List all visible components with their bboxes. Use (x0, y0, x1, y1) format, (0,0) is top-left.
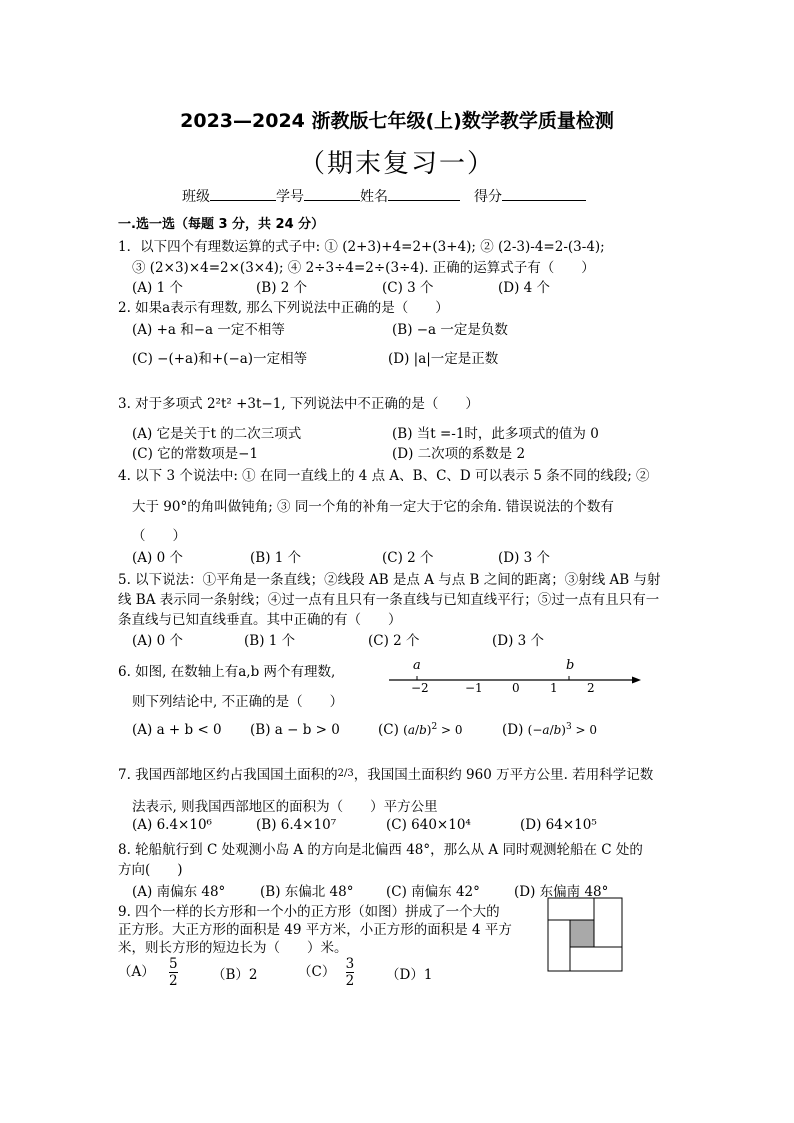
denominator: 2 (345, 973, 355, 989)
q3-option-d[interactable]: (D) 二次项的系数是 2 (392, 446, 526, 462)
score-blank[interactable] (502, 186, 586, 201)
q9-option-a[interactable] (118, 952, 178, 992)
id-label: 学号 (276, 189, 304, 205)
q1-option-a[interactable]: (A) 1 个 (132, 280, 183, 296)
q8-option-c[interactable]: (C) 南偏东 42° (386, 884, 480, 900)
tick-label: 2 (587, 681, 595, 695)
q7-option-c[interactable]: (C) 640×10⁴ (386, 817, 471, 833)
student-info (182, 186, 586, 206)
numerator: 3 (345, 956, 355, 972)
q6-option-c-expr: $(a/b)^2 > 0$ (403, 722, 463, 737)
q4-line2: 大于 90°的角叫做钝角; ③ 同一个角的补角一定大于它的余角. 错误说法的个数有 (132, 499, 614, 515)
section-heading: 一.选一选（每题 3 分，共 24 分） (118, 217, 325, 232)
denominator: 2 (169, 973, 178, 989)
q9-option-c[interactable] (298, 952, 354, 992)
q7-line2: 法表示, 则我国西部地区的面积为（ ）平方公里 (132, 799, 438, 815)
q5-line3: 条直线与已知直线垂直。其中正确的有（ ） (118, 612, 402, 628)
q2-stem: 2. 如果a表示有理数, 那么下列说法中正确的是（ ） (118, 300, 449, 316)
q6-option-a[interactable]: (A) a + b < 0 (132, 722, 222, 738)
q6-option-d-expr: $(-a/b)^3 > 0$ (527, 722, 598, 737)
q4-option-a[interactable]: (A) 0 个 (132, 550, 183, 566)
q7-option-a[interactable]: (A) 6.4×10⁶ (132, 817, 212, 833)
q3-option-c[interactable]: (C) 它的常数项是−1 (132, 446, 259, 462)
tick-label: 0 (512, 681, 520, 695)
square-puzzle-figure (546, 896, 626, 974)
q4-option-d[interactable]: (D) 3 个 (498, 550, 551, 566)
q1-line2: ③ (2×3)×4=2×(3×4); ④ 2÷3÷4=2÷(3÷4). 正确的运算式子有（ ） (132, 260, 595, 276)
q7-fraction: 2/3 (337, 768, 354, 779)
q6-line2: 则下列结论中, 不正确的是（ ） (132, 694, 344, 710)
q1-option-c[interactable]: (C) 3 个 (382, 280, 434, 296)
q8-option-d[interactable]: (D) 东偏南 48° (514, 884, 609, 900)
tick-label: −2 (411, 681, 429, 695)
q9-line1: 9. 四个一样的长方形和一个小的正方形（如图）拼成了一个大的 (118, 904, 500, 920)
q2-option-d[interactable]: (D) |a|一定是正数 (388, 351, 499, 367)
q9-option-a-fraction (169, 956, 178, 989)
q5-line2: 线 BA 表示同一条射线；④过一点有且只有一条直线与已知直线平行；⑤过一点有且只有一 (118, 592, 660, 608)
q6-option-d[interactable] (502, 722, 597, 738)
q1-option-b[interactable]: (B) 2 个 (256, 280, 308, 296)
q7-line1-part2: ，我国国土面积约 960 万平方公里. 若用科学记数 (353, 767, 654, 783)
class-blank[interactable] (210, 186, 276, 201)
q9-option-a-label: （A） (118, 964, 155, 980)
tick-label: −1 (465, 681, 483, 695)
page-title: 2023—2024 浙教版七年级(上)数学教学质量检测 (180, 110, 614, 132)
q7-line1 (118, 763, 653, 783)
q5-option-a[interactable]: (A) 0 个 (132, 633, 183, 649)
q6-option-c[interactable] (378, 722, 463, 738)
q7-option-d[interactable]: (D) 64×10⁵ (520, 817, 597, 833)
q6-option-d-label: (D) (502, 722, 524, 738)
q8-line2: 方向( ) (118, 862, 183, 878)
q1-option-d[interactable]: (D) 4 个 (498, 280, 551, 296)
q2-option-c[interactable]: (C) −(+a)和+(−a)一定相等 (132, 351, 308, 367)
q9-option-c-fraction (346, 956, 355, 989)
q4-line3: （ ） (132, 528, 186, 544)
q6-option-c-label: (C) (378, 722, 399, 738)
q9-line2: 正方形。大正方形的面积是 49 平方米，小正方形的面积是 4 平方 (118, 922, 512, 938)
q5-option-b[interactable]: (B) 1 个 (244, 633, 296, 649)
q1-line1: 1．以下四个有理数运算的式子中: ① (2+3)+4=2+(3+4); ② (2-3)-4=2-(3-4); (118, 239, 605, 255)
q8-line1: 8. 轮船航行到 C 处观测小岛 A 的方向是北偏西 48°，那么从 A 同时观测轮船在 C 处的 (118, 842, 643, 858)
q4-option-c[interactable]: (C) 2 个 (382, 550, 434, 566)
q8-option-b[interactable]: (B) 东偏北 48° (260, 884, 354, 900)
q3-option-b[interactable]: (B) 当t =-1时，此多项式的值为 0 (392, 426, 599, 442)
q6-option-b[interactable]: (B) a − b > 0 (250, 722, 340, 738)
tick-label: 1 (550, 681, 558, 695)
axis-arrow-icon (632, 677, 641, 684)
name-blank[interactable] (388, 186, 460, 201)
q5-line1: 5. 以下说法：①平角是一条直线；②线段 AB 是点 A 与点 B 之间的距离；③射线 AB 与射 (118, 572, 661, 588)
number-line-figure (385, 655, 645, 695)
q2-option-b[interactable]: (B) −a 一定是负数 (392, 322, 508, 338)
point-b-label: b (566, 658, 575, 673)
class-label: 班级 (182, 189, 210, 205)
q9-line3: 米，则长方形的短边长为（ ）米。 (118, 940, 348, 956)
name-label: 姓名 (360, 189, 388, 205)
q9-option-b[interactable]: （B）2 (212, 967, 258, 983)
q8-option-a[interactable]: (A) 南偏东 48° (132, 884, 226, 900)
small-square (570, 920, 594, 947)
page-subtitle: （期末复习一） (298, 149, 495, 179)
q7-option-b[interactable]: (B) 6.4×10⁷ (256, 817, 337, 833)
score-label: 得分 (474, 189, 502, 205)
q6-line1: 6. 如图, 在数轴上有a,b 两个有理数, (118, 664, 336, 680)
q4-option-b[interactable]: (B) 1 个 (250, 550, 302, 566)
id-blank[interactable] (304, 186, 360, 201)
q4-line1: 4. 以下 3 个说法中: ① 在同一直线上的 4 点 A、B、C、D 可以表示 5 条不同的线段; ② (118, 468, 650, 484)
q9-option-d[interactable]: （D）1 (386, 967, 433, 983)
point-a-label: a (413, 658, 421, 673)
q5-option-c[interactable]: (C) 2 个 (368, 633, 420, 649)
q2-option-a[interactable]: (A) +a 和−a 一定不相等 (132, 322, 285, 338)
numerator: 5 (169, 956, 178, 972)
q9-option-c-label: （C） (298, 964, 336, 980)
q7-line1-part1: 7. 我国西部地区约占我国国土面积的 (118, 767, 338, 783)
q3-option-a[interactable]: (A) 它是关于t 的二次三项式 (132, 426, 302, 442)
q5-option-d[interactable]: (D) 3 个 (492, 633, 545, 649)
q3-stem: 3. 对于多项式 2²t² +3t−1, 下列说法中不正确的是（ ） (118, 396, 479, 412)
